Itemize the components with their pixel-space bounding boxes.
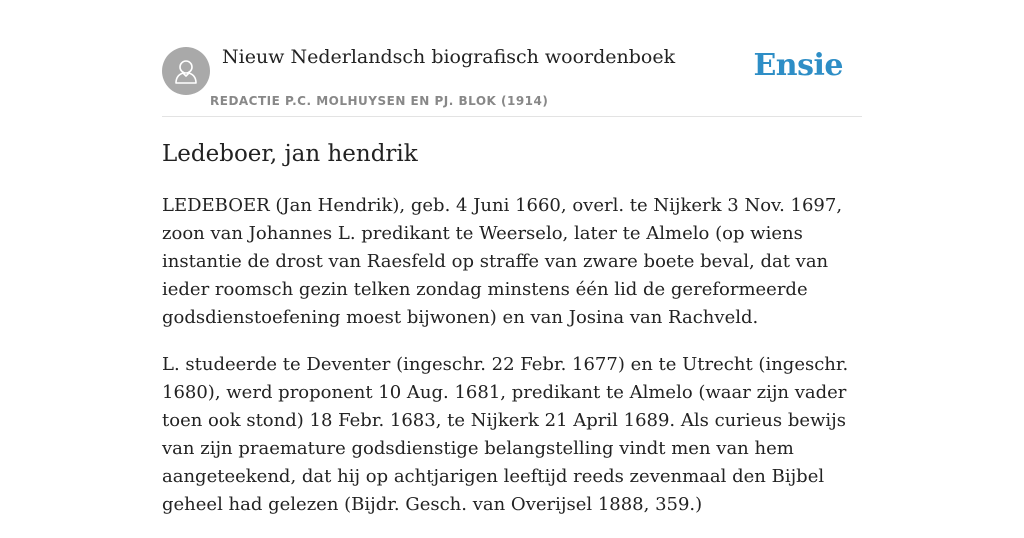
entry-paragraph: LEDEBOER (Jan Hendrik), geb. 4 Juni 1660, overl. te Nijkerk 3 Nov. 1697, zoon van Johannes L. predikant te Weerselo, later te Almelo (op wiens instantie de drost van Raesfeld op straffe van zware boete beval, dat van ieder roomsch gezin telken zondag minstens één lid de gereformeerde godsdienstoefening moest bijwonen) en van Josina van Rachveld. <box>162 195 843 328</box>
page-content <box>162 0 862 515</box>
book-editors: REDACTIE P.C. MOLHUYSEN EN PJ. BLOK (1914) <box>210 94 549 108</box>
entry-paragraph: L. studeerde te Deventer (ingeschr. 22 Febr. 1677) en te Utrecht (ingeschr. 1680), werd proponent 10 Aug. 1681, predikant te Almelo (waar zijn vader toen ook stond) 18 Febr. 1683, te Nijkerk 21 April 1689. Als curieus bewijs van zijn praemature godsdienstige belangstelling vindt men van hem aangeteekend, dat hij op achtjarigen leeftijd reeds zevenmaal den Bijbel geheel had gelezen (Bijdr. Gesch. van Overijsel 1888, 359.) <box>162 354 849 515</box>
book-title[interactable]: Nieuw Nederlandsch biografisch woordenboek <box>222 46 676 68</box>
book-header <box>162 0 862 117</box>
entry-title: Ledeboer, jan hendrik <box>162 141 418 167</box>
entry-body <box>162 192 864 538</box>
user-icon <box>173 57 199 85</box>
avatar[interactable] <box>162 47 210 95</box>
ensie-logo[interactable]: Ensie <box>753 48 843 83</box>
